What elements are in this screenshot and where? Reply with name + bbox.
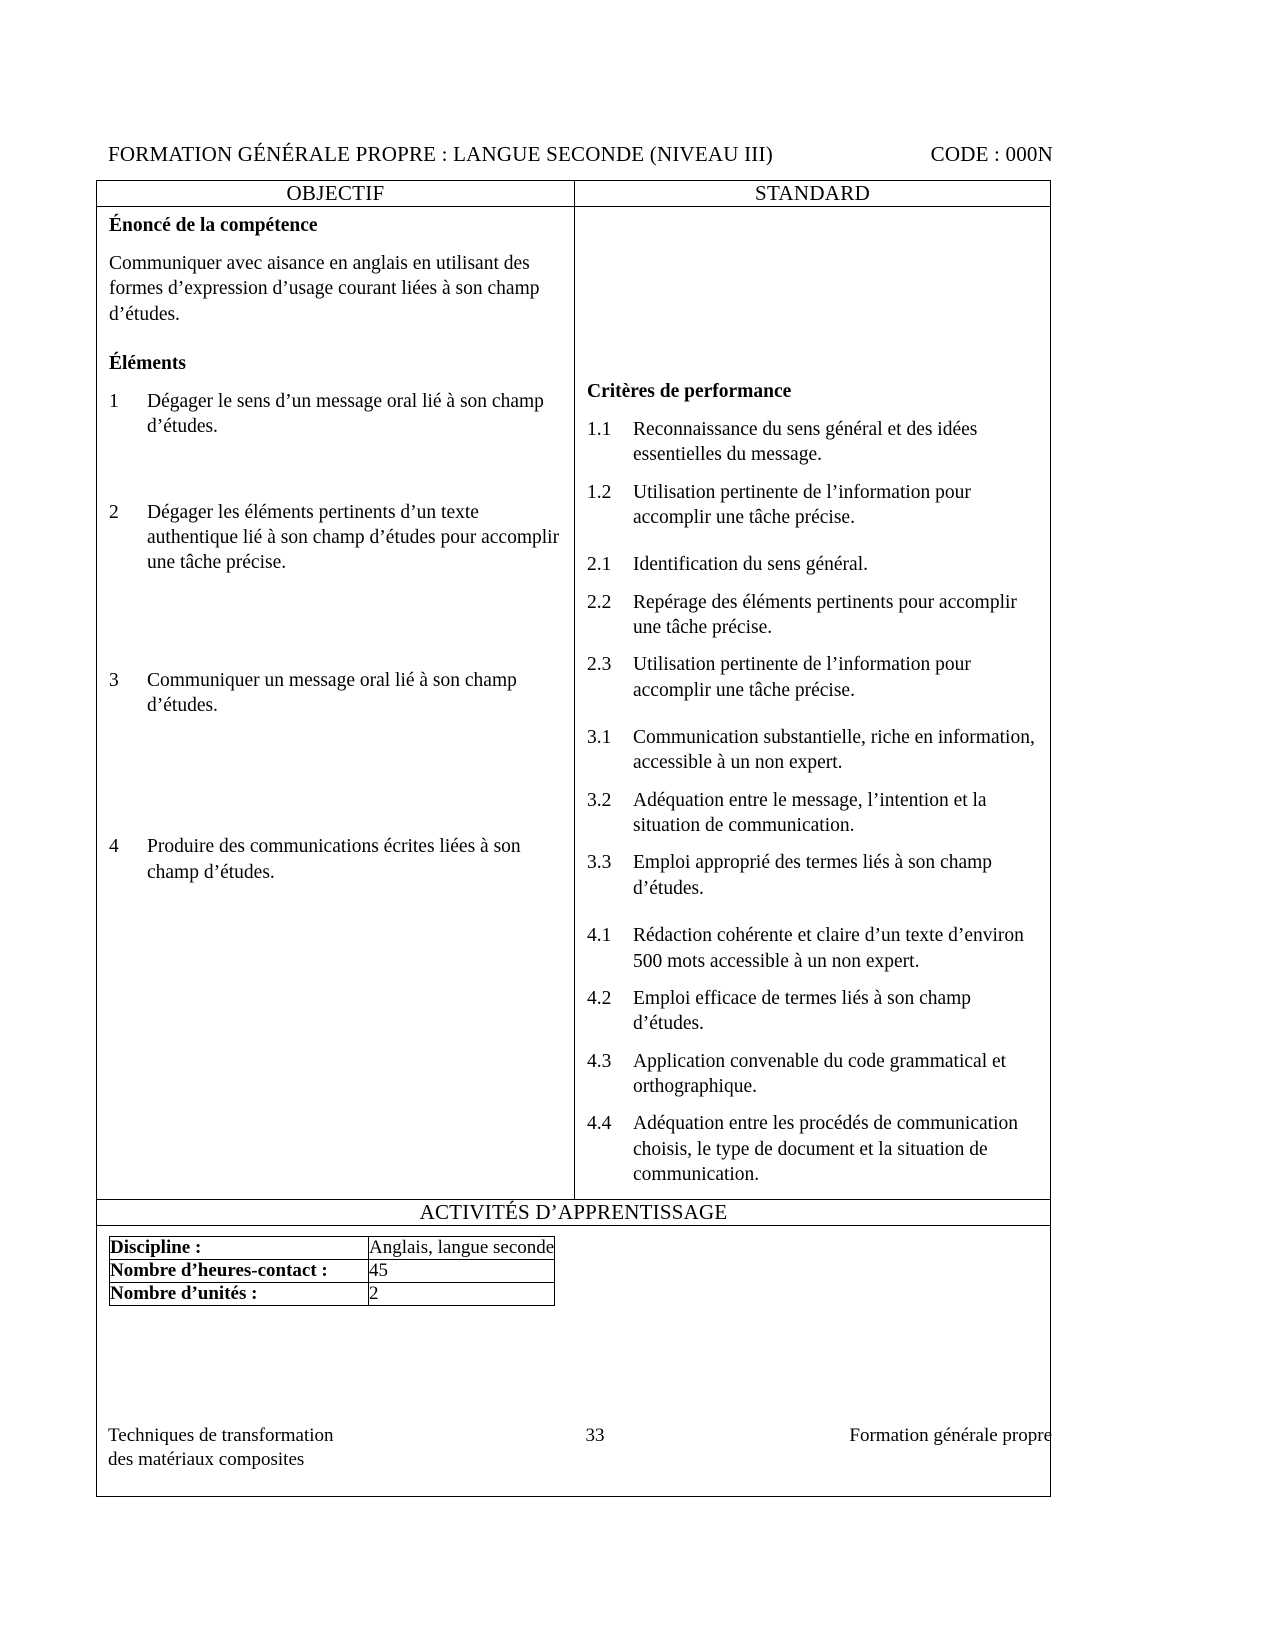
critere-number: 4.3 <box>587 1050 612 1072</box>
element-number: 4 <box>109 836 119 858</box>
critere-text: Adéquation entre le message, l’intention et la situation de communication. <box>633 789 987 837</box>
header-code: CODE : 000N <box>930 142 1053 166</box>
list-item <box>109 668 564 719</box>
critere-text: Rédaction cohérente et claire d’un texte d’environ 500 mots accessible à un non expert. <box>633 925 1024 972</box>
critere-number: 4.2 <box>587 987 612 1009</box>
table-row <box>110 1283 555 1306</box>
list-item <box>587 480 1040 531</box>
element-number: 2 <box>109 501 119 523</box>
hours-value: 45 <box>369 1260 555 1283</box>
critere-number: 2.1 <box>587 554 612 576</box>
hours-label: Nombre d’heures-contact : <box>110 1260 369 1283</box>
footer-program-line1: Techniques de transformation <box>108 1425 334 1446</box>
element-text: Communiquer un message oral lié à son champ d’études. <box>147 669 517 717</box>
list-item <box>587 923 1040 974</box>
element-text: Dégager le sens d’un message oral lié à son champ d’études. <box>147 391 544 438</box>
list-item <box>109 389 564 440</box>
list-item <box>587 652 1040 703</box>
units-value: 2 <box>369 1283 555 1306</box>
criteres-heading: Critères de performance <box>587 381 792 402</box>
footer-program-line2: des matériaux composites <box>108 1448 305 1470</box>
element-number: 1 <box>109 391 119 413</box>
competency-table <box>96 180 1051 1497</box>
activities-heading: ACTIVITÉS D’APPRENTISSAGE <box>97 1200 1051 1226</box>
critere-number: 2.3 <box>587 654 612 676</box>
list-item <box>587 725 1040 776</box>
list-item <box>587 986 1040 1037</box>
list-item <box>109 834 564 885</box>
critere-text: Repérage des éléments pertinents pour accomplir une tâche précise. <box>633 591 1017 639</box>
footer-section: Formation générale propre <box>849 1425 1052 1446</box>
critere-text: Communication substantielle, riche en information, accessible à un non expert. <box>633 727 1035 774</box>
critere-text: Emploi approprié des termes liés à son champ d’études. <box>633 852 993 899</box>
critere-number: 4.4 <box>587 1113 612 1135</box>
units-label: Nombre d’unités : <box>110 1283 369 1306</box>
column-header-objectif: OBJECTIF <box>97 181 575 207</box>
discipline-value: Anglais, langue seconde <box>369 1237 555 1259</box>
critere-number: 3.1 <box>587 727 612 749</box>
list-item <box>587 552 1040 577</box>
table-body-row <box>97 207 1051 1200</box>
list-item <box>109 500 564 576</box>
critere-number: 3.3 <box>587 852 612 874</box>
page-footer <box>108 1424 1052 1472</box>
list-item <box>587 417 1040 468</box>
critere-text: Application convenable du code grammatical et orthographique. <box>633 1050 1007 1097</box>
element-number: 3 <box>109 669 119 691</box>
competence-heading: Énoncé de la compétence <box>109 215 318 236</box>
list-item <box>587 590 1040 641</box>
critere-text: Emploi efficace de termes liés à son champ d’études. <box>633 987 972 1035</box>
critere-text: Adéquation entre les procédés de communication choisis, le type de document et la situation de communication. <box>633 1113 1018 1185</box>
critere-number: 1.2 <box>587 481 612 503</box>
activities-header-row <box>97 1200 1051 1226</box>
critere-text: Utilisation pertinente de l’information pour accomplir une tâche précise. <box>633 654 971 701</box>
criteres-list <box>587 417 1040 1187</box>
list-item <box>587 850 1040 901</box>
standard-cell <box>575 207 1051 1200</box>
critere-number: 3.2 <box>587 789 612 811</box>
element-text: Dégager les éléments pertinents d’un texte authentique lié à son champ d’études pour accomplir une tâche précise. <box>147 501 560 574</box>
competence-text: Communiquer avec aisance en anglais en utilisant des formes d’expression d’usage courant liées à son champ d’études. <box>109 253 540 325</box>
critere-text: Identification du sens général. <box>633 554 868 576</box>
list-item <box>587 1111 1040 1187</box>
list-item <box>587 788 1040 839</box>
page-header <box>108 142 1055 167</box>
table-row <box>110 1260 555 1283</box>
column-header-standard: STANDARD <box>575 181 1051 207</box>
page-number: 33 <box>585 1425 605 1446</box>
footer-program <box>108 1424 438 1472</box>
table-row <box>110 1237 555 1260</box>
critere-text: Reconnaissance du sens général et des idées essentielles du message. <box>633 419 978 466</box>
element-text: Produire des communications écrites liées à son champ d’études. <box>147 836 521 883</box>
table-header-row <box>97 181 1051 207</box>
critere-number: 2.2 <box>587 591 612 613</box>
list-item <box>587 1049 1040 1100</box>
discipline-label: Discipline : <box>110 1237 369 1260</box>
critere-number: 1.1 <box>587 419 612 440</box>
critere-number: 4.1 <box>587 925 612 947</box>
critere-text: Utilisation pertinente de l’information pour accomplir une tâche précise. <box>633 481 971 529</box>
elements-list <box>109 389 564 885</box>
discipline-table <box>109 1236 555 1306</box>
header-title: FORMATION GÉNÉRALE PROPRE : LANGUE SECONDE (NIVEAU III) <box>108 142 773 166</box>
elements-heading: Éléments <box>109 353 186 375</box>
objectif-cell <box>97 207 575 1200</box>
